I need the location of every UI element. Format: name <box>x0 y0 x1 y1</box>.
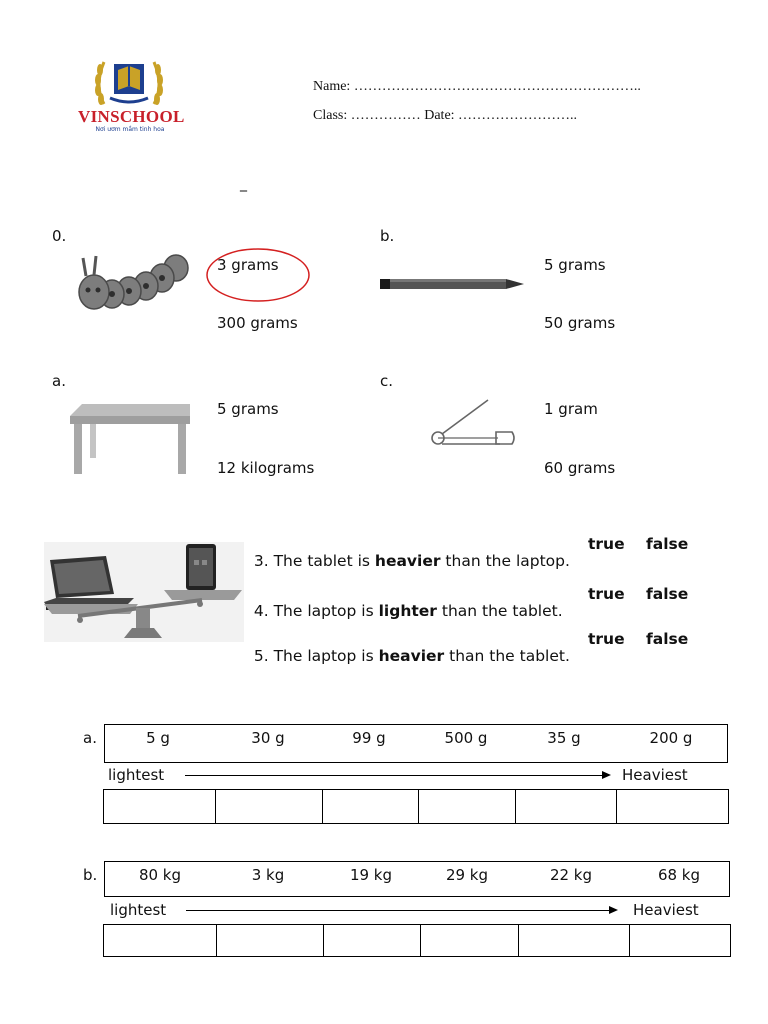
statement-keyword: lighter <box>378 602 437 620</box>
order-arrow <box>186 910 610 911</box>
weight-value: 5 g <box>146 729 170 747</box>
statement-text: 4. The laptop is <box>253 602 379 620</box>
statement <box>244 629 570 665</box>
weight-value: 68 kg <box>657 866 701 884</box>
answer-row <box>103 789 729 824</box>
option-text[interactable]: 5 grams <box>544 256 606 274</box>
caterpillar-image <box>66 244 192 324</box>
ordering-label: b. <box>83 866 98 884</box>
option-text[interactable]: 50 grams <box>544 314 616 332</box>
statement-text: than the laptop. <box>440 552 570 570</box>
option-text[interactable]: 5 grams <box>217 400 279 418</box>
statement-text: 3. The tablet is <box>253 552 375 570</box>
weight-value: 500 g <box>444 729 488 747</box>
heaviest-label: Heaviest <box>633 901 699 919</box>
true-option[interactable]: true <box>588 585 625 603</box>
answer-cell[interactable] <box>519 925 630 956</box>
statement-keyword: heavier <box>378 647 445 665</box>
ordering-label: a. <box>83 729 97 747</box>
answer-cell[interactable] <box>419 790 516 823</box>
false-option[interactable]: false <box>646 630 689 648</box>
answer-cell[interactable] <box>630 925 730 956</box>
statement <box>244 584 563 620</box>
statement-text: 5. The laptop is <box>253 647 379 665</box>
statement-text: than the tablet. <box>444 647 570 665</box>
school-logo <box>76 48 185 138</box>
option-text[interactable]: 3 grams <box>217 256 279 274</box>
arrow-head-icon <box>609 906 618 914</box>
true-option[interactable]: true <box>588 535 625 553</box>
name-line: Name: …………………………………………………….. <box>313 79 641 94</box>
item-label: b. <box>380 227 395 245</box>
statement-keyword: heavier <box>374 552 441 570</box>
statement <box>244 534 570 570</box>
answer-cell[interactable] <box>323 790 419 823</box>
item-label: a. <box>52 372 66 390</box>
order-arrow <box>185 775 603 776</box>
option-text[interactable]: 1 gram <box>544 400 598 418</box>
lightest-label: lightest <box>110 901 167 919</box>
class-date-line: Class: …………… Date: …………………….. <box>313 108 578 123</box>
weight-value: 80 kg <box>138 866 182 884</box>
scale-image <box>44 542 244 650</box>
answer-row <box>103 924 731 957</box>
safety-pin-image <box>428 398 518 454</box>
answer-cell[interactable] <box>216 790 323 823</box>
item-label: c. <box>380 372 394 390</box>
weight-value: 200 g <box>649 729 693 747</box>
answer-cell[interactable] <box>104 925 217 956</box>
arrow-head-icon <box>602 771 611 779</box>
weight-value: 30 g <box>251 729 285 747</box>
answer-cell[interactable] <box>217 925 324 956</box>
answer-cell[interactable] <box>516 790 617 823</box>
item-label: 0. <box>52 227 67 245</box>
answer-cell[interactable] <box>617 790 728 823</box>
answer-cell[interactable] <box>324 925 421 956</box>
answer-cell[interactable] <box>104 790 216 823</box>
stray-mark: _ <box>240 176 247 192</box>
true-option[interactable]: true <box>588 630 625 648</box>
pencil-image <box>380 276 528 296</box>
option-text[interactable]: 12 kilograms <box>217 459 315 477</box>
false-option[interactable]: false <box>646 535 689 553</box>
option-text[interactable]: 60 grams <box>544 459 616 477</box>
false-option[interactable]: false <box>646 585 689 603</box>
weight-value: 19 kg <box>349 866 393 884</box>
weight-value: 99 g <box>352 729 386 747</box>
answer-circle <box>205 247 311 307</box>
weight-value: 3 kg <box>251 866 285 884</box>
heaviest-label: Heaviest <box>622 766 688 784</box>
statement-text: than the tablet. <box>436 602 563 620</box>
lightest-label: lightest <box>108 766 165 784</box>
logo-text: VINSCHOOL <box>78 107 185 126</box>
logo-motto: Nơi ươm mầm tinh hoa <box>95 126 165 133</box>
table-image <box>66 402 194 480</box>
option-text[interactable]: 300 grams <box>217 314 298 332</box>
weight-value: 35 g <box>547 729 581 747</box>
answer-cell[interactable] <box>421 925 519 956</box>
weight-value: 29 kg <box>445 866 489 884</box>
weight-value: 22 kg <box>549 866 593 884</box>
